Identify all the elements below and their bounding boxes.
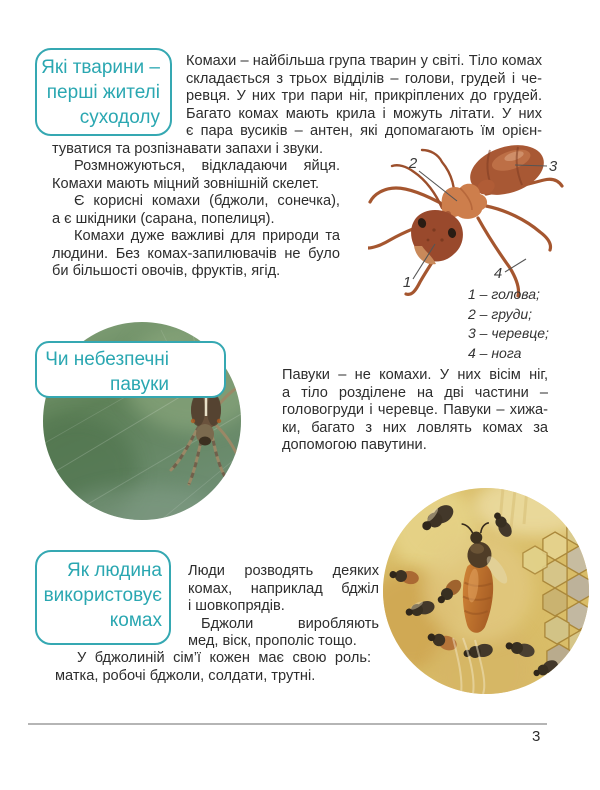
ant-label-2: 2 [408,155,418,172]
bees-paragraph-wide [55,650,371,685]
text-line: мед, віск, прополіс тощо. [188,633,357,649]
spider-paragraph [282,367,548,455]
text-line: і шовкопрядів. [188,598,285,614]
text-line: Люди розводять деяких [188,563,379,579]
text-line: Багато комах мають крила і можуть літати. У них [186,105,542,122]
topic-heading-line: суходолу [79,107,160,128]
ant-label-1: 1 [402,274,412,291]
text-line: Комахи – найбільша група тварин у світі. Тіло комах [186,53,542,69]
text-line: а тіло розділене на дві частини – [282,384,548,401]
text-line: людини. Без комах-запилювачів не було [52,245,340,262]
legend-line: 4 – нога [468,344,522,361]
topic-heading-line: використовує [43,585,162,606]
legend-line: 3 – черевце; [468,325,549,342]
bees-paragraph-narrow [188,563,379,651]
footer-divider [28,723,547,725]
bee-photo-art [383,488,589,694]
intro-paragraph-lower [52,141,340,281]
topic-heading-line: Чи небезпечні [45,349,169,370]
text-line: матка, робочі бджоли, солдати, трутні. [55,667,316,684]
bee-photo [383,488,589,694]
text-line: комах, наприклад бджіл [188,580,379,597]
topic-heading-line: павуки [110,374,169,395]
text-line: головогруди і черевце. Павуки – хижа- [282,402,548,418]
ant-head [411,210,463,264]
text-line: допомогою павутини. [282,437,427,453]
topic-heading-line: Як людина [67,560,162,581]
legend-line: 2 – груди; [468,305,532,322]
text-line: складається з трьох відділів – голови, грудей і че- [186,70,542,87]
page-number: 3 [532,728,541,745]
text-line: а є шкідники (сарана, попелиця). [52,210,275,227]
text-line: є пара вусиків – антен, які допомагають їм орієн- [186,123,542,139]
text-line: Павуки – не комахи. У них вісім ніг, [282,367,548,383]
text-line: У бджолиній сім’ї кожен має свою роль: [77,650,371,666]
legend-line: 1 – голова; [468,286,540,302]
topic-heading-line: перші жителі [46,82,160,103]
topic-box-how-people-use-insects [35,550,171,645]
topic-box-spiders [35,341,226,398]
topic-heading-line: Які тварини – [41,57,160,78]
text-line: ки, багато з них ловлять комах за [282,419,548,436]
text-line: ревця. У них три пари ніг, прикріплених до грудей. [186,88,542,104]
topic-box-first-land-animals [35,48,172,136]
text-line: туватися та розпізнавати запахи і звуки. [52,140,323,157]
ant-label-3: 3 [548,158,558,175]
text-line: Є корисні комахи (бджоли, сонечка), [74,193,340,209]
text-line: Розмножуються, відкладаючи яйця. [74,158,340,174]
intro-paragraph-upper [186,53,542,141]
ant-legend [468,285,578,363]
text-line: Бджоли виробляють [201,615,379,632]
text-line: Комахи мають міцний зовнішній скелет. [52,175,320,192]
text-line: би більшості овочів, фруктів, ягід. [52,263,281,279]
ant-label-4: 4 [493,265,503,282]
text-line: Комахи дуже важливі для природи та [74,228,340,244]
topic-heading-line: комах [109,610,162,631]
